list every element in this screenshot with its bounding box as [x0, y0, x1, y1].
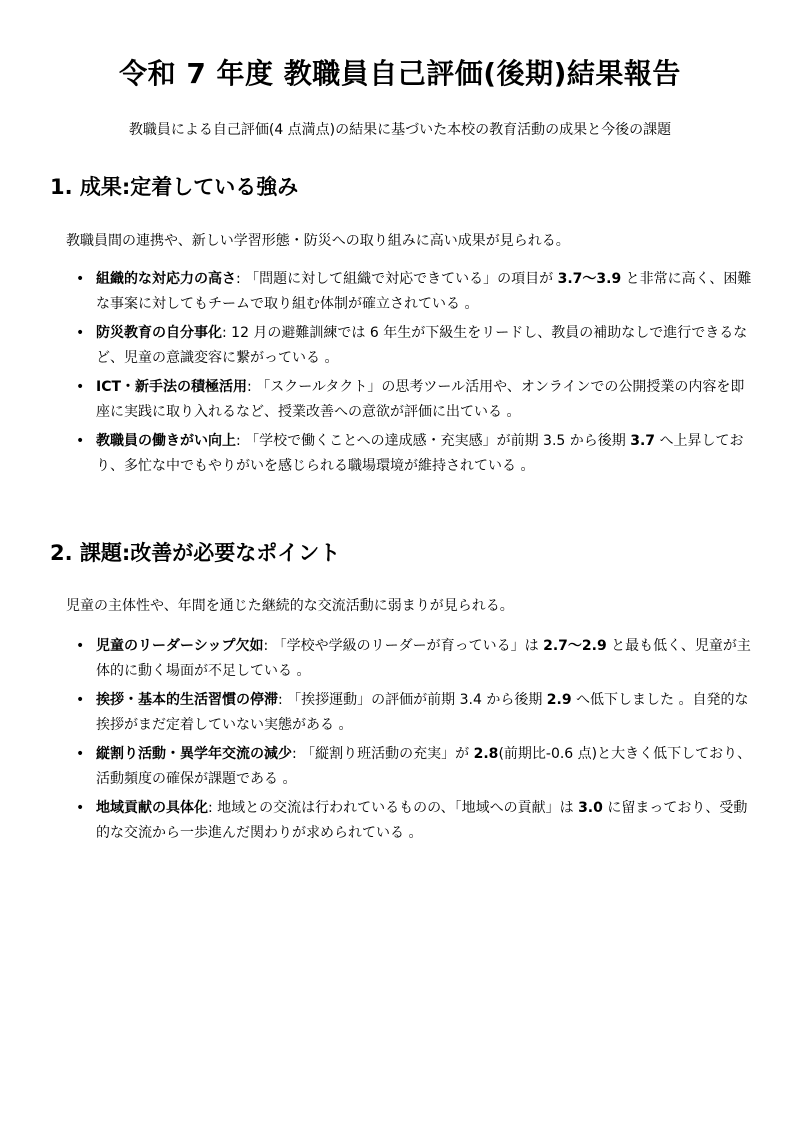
list-item [73, 267, 753, 317]
item-lead: 防災教育の自分事化 [96, 325, 222, 341]
item-text: : 12 月の避難訓練では 6 年生が下級生をリードし、教員の補助なしで進行できるなど、児童の意識変容に繋がっている 。 [96, 325, 748, 366]
item-text: : 「縦割り班活動の充実」が [292, 746, 474, 762]
item-text: と非常に高く、困難な事案に対してもチームで取り組む体制が確立されている 。 [96, 271, 752, 312]
item-text: : 「学校や学級のリーダーが育っている」は [263, 638, 544, 654]
item-text: : 「問題に対して組織で対応できている」の項目が [236, 271, 558, 287]
item-score: 2.9 [546, 692, 572, 708]
item-text: : 「挨拶運動」の評価が前期 3.4 から後期 [278, 692, 547, 708]
section-heading-issues: 2. 課題:改善が必要なポイント [50, 541, 341, 565]
item-lead: 縦割り活動・異学年交流の減少 [96, 746, 292, 762]
page-title: 令和 7 年度 教職員自己評価(後期)結果報告 [119, 57, 681, 90]
section-intro-achievements: 教職員間の連携や、新しい学習形態・防災への取り組みに高い成果が見られる。 [66, 233, 570, 249]
item-score: 2.7〜2.9 [543, 638, 607, 654]
list-item [73, 796, 753, 846]
item-score: 3.7〜3.9 [557, 271, 622, 287]
item-text: : 「学校で働くことへの達成感・充実感」が前期 3.5 から後期 [236, 433, 631, 449]
item-lead: 組織的な対応力の高さ [96, 271, 236, 287]
item-score: 3.0 [578, 800, 603, 816]
page-subtitle: 教職員による自己評価(4 点満点)の結果に基づいた本校の教育活動の成果と今後の課題 [128, 122, 672, 138]
list-item [73, 321, 753, 371]
item-lead: 挨拶・基本的生活習慣の停滞 [96, 692, 278, 708]
item-text: へ低下しました 。自発的な挨拶がまだ定着していない実態がある 。 [96, 692, 749, 733]
issues-list [73, 634, 753, 850]
item-score: 2.8 [473, 746, 499, 762]
item-lead: 地域貢献の具体化 [96, 800, 208, 816]
section-heading-achievements: 1. 成果:定着している強み [50, 175, 299, 199]
item-text: : 地域との交流は行われているものの、「地域への貢献」は [208, 800, 579, 816]
item-text: に留まっており、受動的な交流から一歩進んだ関わりが求められている 。 [96, 800, 748, 841]
item-text: : 「スクールタクト」の思考ツール活用や、オンラインでの公開授業の内容を即座に実践に取り入れるなど、授業改善への意欲が評価に出ている 。 [96, 379, 745, 420]
list-item [73, 634, 753, 684]
item-text: と最も低く、児童が主体的に動く場面が不足している 。 [96, 638, 751, 679]
item-lead: ICT・新手法の積極活用 [96, 379, 248, 395]
item-lead: 教職員の働きがい向上 [96, 433, 236, 449]
item-text: へ上昇しており、多忙な中でもやりがいを感じられる職場環境が維持されている 。 [96, 433, 744, 474]
item-score: 3.7 [630, 433, 656, 449]
section-intro-issues: 児童の主体性や、年間を通じた継続的な交流活動に弱まりが見られる。 [66, 598, 514, 614]
list-item [73, 375, 753, 425]
list-item [73, 688, 753, 738]
achievements-list [73, 267, 753, 483]
item-lead: 児童のリーダーシップ欠如 [96, 638, 264, 654]
list-item [73, 742, 753, 792]
list-item [73, 429, 753, 479]
item-text: (前期比-0.6 点)と大きく低下しており、活動頻度の確保が課題である 。 [96, 746, 752, 787]
